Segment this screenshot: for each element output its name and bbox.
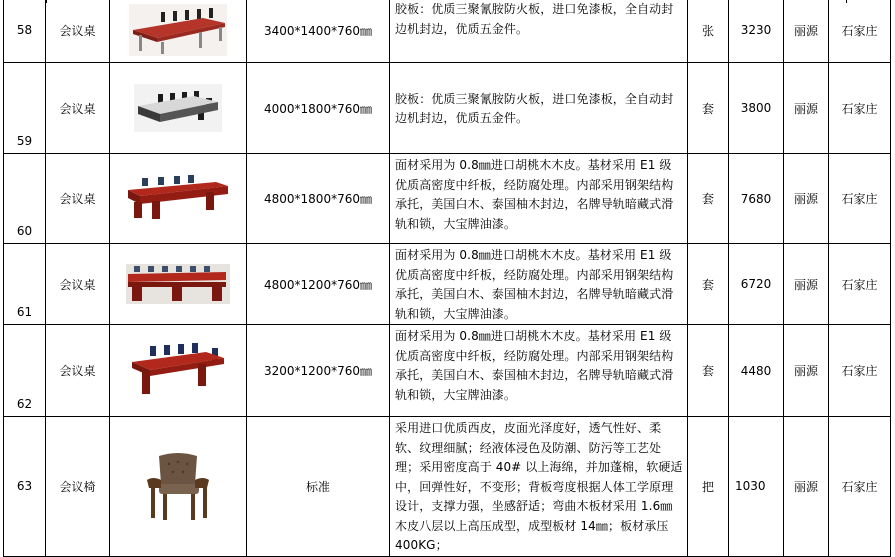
brand: 丽源 xyxy=(784,63,829,154)
product-description: 胶板：优质三聚氰胺防火板，进口免漆板，全自动封边机封边，优质五金件。 xyxy=(390,63,688,154)
brand: 丽源 xyxy=(784,417,829,557)
product-spec: 3400*1400*760㎜ xyxy=(247,0,390,63)
price: 1030 xyxy=(729,417,784,557)
product-image xyxy=(110,417,247,557)
product-description: 面材采用为 0.8㎜进口胡桃木木皮。基材采用 E1 级优质高密度中纤板，经防腐处理。内部采用钢架结构承托，美国白木、泰国柚木封边，名牌导轨暗藏式滑轨和锁，大宝牌油漆。 xyxy=(390,154,688,244)
price: 3800 xyxy=(729,63,784,154)
unit: 张 xyxy=(688,0,729,63)
product-image xyxy=(110,244,247,325)
origin: 石家庄 xyxy=(829,417,891,557)
price: 7680 xyxy=(729,154,784,244)
product-name: 会议桌 xyxy=(46,154,110,244)
row-number: 58 xyxy=(4,0,46,63)
table-row xyxy=(4,0,891,63)
product-spec: 4800*1800*760㎜ xyxy=(247,154,390,244)
origin: 石家庄 xyxy=(829,63,891,154)
product-image xyxy=(110,0,247,63)
table-row xyxy=(4,244,891,325)
product-description: 胶板：优质三聚氰胺防火板，进口免漆板，全自动封边机封边，优质五金件。 xyxy=(390,0,688,63)
brand: 丽源 xyxy=(784,0,829,63)
product-description: 采用进口优质西皮，皮面光泽度好，透气性好、柔软、纹理细腻；经液体浸色及防潮、防污等工艺处理；采用密度高于 40# 以上海绵，并加蓬棉，软硬适中，回弹性好，不变形；背板弯度根据人体工学原理设计，支撑力强，坐感舒适；弯曲木板材采用 1.6㎜木皮八层以上高压成型，成型板材 14㎜；板材承压 400KG； xyxy=(390,417,688,557)
furniture-quote-table xyxy=(3,0,891,557)
unit: 套 xyxy=(688,244,729,325)
table-row xyxy=(4,325,891,417)
product-spec: 4000*1800*760㎜ xyxy=(247,63,390,154)
unit: 套 xyxy=(688,154,729,244)
product-spec: 标准 xyxy=(247,417,390,557)
product-image xyxy=(110,63,247,154)
price: 4480 xyxy=(729,325,784,417)
brand: 丽源 xyxy=(784,325,829,417)
walnut-conference-table-icon xyxy=(126,264,230,304)
product-description: 面材采用为 0.8㎜进口胡桃木木皮。基材采用 E1 级优质高密度中纤板，经防腐处理。内部采用钢架结构承托，美国白木、泰国柚木封边，名牌导轨暗藏式滑轨和锁，大宝牌油漆。 xyxy=(390,325,688,417)
grey-conference-table-icon xyxy=(134,84,222,132)
row-number: 63 xyxy=(4,417,46,557)
row-number: 60 xyxy=(4,154,46,244)
leather-armchair-icon xyxy=(141,450,215,522)
product-image xyxy=(110,154,247,244)
table-row xyxy=(4,63,891,154)
unit: 套 xyxy=(688,325,729,417)
table-row xyxy=(4,154,891,244)
row-number: 59 xyxy=(4,63,46,154)
brand: 丽源 xyxy=(784,244,829,325)
walnut-conference-table-icon xyxy=(126,174,230,224)
product-name: 会议桌 xyxy=(46,325,110,417)
origin: 石家庄 xyxy=(829,325,891,417)
product-spec: 3200*1200*760㎜ xyxy=(247,325,390,417)
origin: 石家庄 xyxy=(829,244,891,325)
price: 6720 xyxy=(729,244,784,325)
table-row xyxy=(4,417,891,557)
product-name: 会议椅 xyxy=(46,417,110,557)
origin: 石家庄 xyxy=(829,154,891,244)
product-image xyxy=(110,325,247,417)
product-name: 会议桌 xyxy=(46,63,110,154)
brand: 丽源 xyxy=(784,154,829,244)
row-number: 62 xyxy=(4,325,46,417)
row-number: 61 xyxy=(4,244,46,325)
product-name: 会议桌 xyxy=(46,0,110,63)
price: 3230 xyxy=(729,0,784,63)
product-name: 会议桌 xyxy=(46,244,110,325)
unit: 把 xyxy=(688,417,729,557)
product-spec: 4800*1200*760㎜ xyxy=(247,244,390,325)
red-conference-table-icon xyxy=(129,4,227,56)
origin: 石家庄 xyxy=(829,0,891,63)
unit: 套 xyxy=(688,63,729,154)
walnut-conference-table-icon xyxy=(128,342,228,400)
product-description: 面材采用为 0.8㎜进口胡桃木木皮。基材采用 E1 级优质高密度中纤板，经防腐处理。内部采用钢架结构承托，美国白木、泰国柚木封边，名牌导轨暗藏式滑轨和锁，大宝牌油漆。 xyxy=(390,244,688,325)
